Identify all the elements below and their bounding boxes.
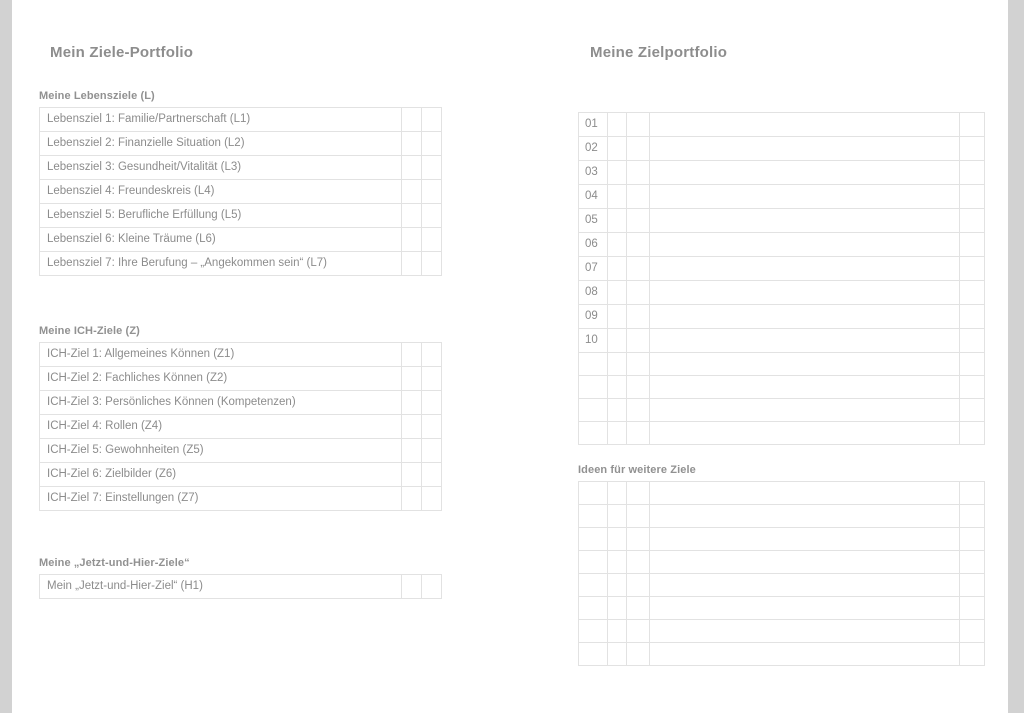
entry-cell-1[interactable] <box>608 137 627 161</box>
section-ichziele <box>39 325 442 511</box>
table-row <box>40 463 442 487</box>
table-lebensziele <box>39 107 442 276</box>
table-row <box>40 575 442 599</box>
goal-checkbox-cell-2[interactable] <box>422 439 442 463</box>
entry-cell-last[interactable] <box>960 551 985 574</box>
table-row <box>40 180 442 204</box>
row-number-cell-empty[interactable] <box>579 505 608 528</box>
goal-label-cell[interactable]: ICH-Ziel 7: Einstellungen (Z7) <box>40 487 402 511</box>
entry-cell-1[interactable] <box>608 551 627 574</box>
entry-cell-main[interactable] <box>650 482 960 505</box>
entry-cell-main[interactable] <box>650 574 960 597</box>
table-jetztziele-body <box>40 575 442 599</box>
row-number-cell-empty[interactable] <box>579 482 608 505</box>
entry-cell-2[interactable] <box>627 422 650 445</box>
entry-cell-1[interactable] <box>608 505 627 528</box>
entry-cell-2[interactable] <box>627 137 650 161</box>
goal-checkbox-cell-1[interactable] <box>402 575 422 599</box>
goal-checkbox-cell-2[interactable] <box>422 367 442 391</box>
table-row <box>579 305 985 329</box>
entry-cell-last[interactable] <box>960 643 985 666</box>
document-page <box>12 0 1008 713</box>
row-number-cell[interactable]: 04 <box>579 185 608 209</box>
goal-label-cell[interactable]: ICH-Ziel 2: Fachliches Können (Z2) <box>40 367 402 391</box>
entry-cell-last[interactable] <box>960 257 985 281</box>
entry-cell-2[interactable] <box>627 482 650 505</box>
entry-cell-main[interactable] <box>650 233 960 257</box>
table-row <box>40 343 442 367</box>
entry-cell-main[interactable] <box>650 422 960 445</box>
goal-checkbox-cell-2[interactable] <box>422 391 442 415</box>
table-zielportfolio-body <box>579 113 985 445</box>
goal-checkbox-cell-1[interactable] <box>402 252 422 276</box>
goal-label-cell[interactable]: ICH-Ziel 4: Rollen (Z4) <box>40 415 402 439</box>
entry-cell-2[interactable] <box>627 185 650 209</box>
entry-cell-main[interactable] <box>650 185 960 209</box>
entry-cell-last[interactable] <box>960 305 985 329</box>
entry-cell-last[interactable] <box>960 233 985 257</box>
table-row <box>579 161 985 185</box>
entry-cell-1[interactable] <box>608 257 627 281</box>
goal-label-cell[interactable]: Lebensziel 3: Gesundheit/Vitalität (L3) <box>40 156 402 180</box>
entry-cell-1[interactable] <box>608 528 627 551</box>
goal-checkbox-cell-2[interactable] <box>422 228 442 252</box>
table-row <box>579 505 985 528</box>
entry-cell-1[interactable] <box>608 161 627 185</box>
entry-cell-last[interactable] <box>960 185 985 209</box>
section-lebensziele <box>39 90 442 276</box>
table-row <box>579 528 985 551</box>
entry-cell-main[interactable] <box>650 597 960 620</box>
page-title-right: Meine Zielportfolio <box>590 44 728 61</box>
entry-cell-2[interactable] <box>627 643 650 666</box>
goal-checkbox-cell-2[interactable] <box>422 463 442 487</box>
goal-checkbox-cell-1[interactable] <box>402 391 422 415</box>
entry-cell-2[interactable] <box>627 574 650 597</box>
row-number-cell-empty[interactable] <box>579 399 608 422</box>
table-row <box>579 257 985 281</box>
table-row <box>579 620 985 643</box>
entry-cell-1[interactable] <box>608 620 627 643</box>
table-row <box>40 391 442 415</box>
entry-cell-2[interactable] <box>627 597 650 620</box>
entry-cell-main[interactable] <box>650 137 960 161</box>
table-row <box>40 252 442 276</box>
row-number-cell[interactable]: 05 <box>579 209 608 233</box>
entry-cell-1[interactable] <box>608 643 627 666</box>
goal-label-cell[interactable]: Lebensziel 2: Finanzielle Situation (L2) <box>40 132 402 156</box>
entry-cell-last[interactable] <box>960 482 985 505</box>
entry-cell-main[interactable] <box>650 305 960 329</box>
row-number-cell-empty[interactable] <box>579 376 608 399</box>
entry-cell-main[interactable] <box>650 551 960 574</box>
table-row <box>40 108 442 132</box>
row-number-cell[interactable]: 09 <box>579 305 608 329</box>
goal-checkbox-cell-1[interactable] <box>402 108 422 132</box>
section-heading-ichziele: Meine ICH-Ziele (Z) <box>39 325 140 337</box>
entry-cell-main[interactable] <box>650 620 960 643</box>
entry-cell-main[interactable] <box>650 281 960 305</box>
entry-cell-last[interactable] <box>960 329 985 353</box>
section-heading-lebensziele: Meine Lebensziele (L) <box>39 90 155 102</box>
table-row <box>40 367 442 391</box>
section-heading-jetztziele: Meine „Jetzt-und-Hier-Ziele“ <box>39 557 190 569</box>
table-ichziele-body <box>40 343 442 511</box>
goal-checkbox-cell-1[interactable] <box>402 132 422 156</box>
goal-checkbox-cell-1[interactable] <box>402 367 422 391</box>
entry-cell-2[interactable] <box>627 329 650 353</box>
entry-cell-2[interactable] <box>627 353 650 376</box>
entry-cell-main[interactable] <box>650 505 960 528</box>
table-row <box>579 574 985 597</box>
row-number-cell[interactable]: 08 <box>579 281 608 305</box>
section-jetztziele <box>39 557 442 599</box>
row-number-cell[interactable]: 10 <box>579 329 608 353</box>
goal-checkbox-cell-1[interactable] <box>402 463 422 487</box>
entry-cell-last[interactable] <box>960 422 985 445</box>
table-row <box>579 233 985 257</box>
goal-checkbox-cell-2[interactable] <box>422 156 442 180</box>
entry-cell-1[interactable] <box>608 482 627 505</box>
entry-cell-main[interactable] <box>650 257 960 281</box>
goal-label-cell[interactable]: Lebensziel 5: Berufliche Erfüllung (L5) <box>40 204 402 228</box>
goal-checkbox-cell-1[interactable] <box>402 204 422 228</box>
entry-cell-1[interactable] <box>608 281 627 305</box>
section-zielportfolio <box>578 112 985 445</box>
table-row <box>40 228 442 252</box>
goal-label-cell[interactable]: ICH-Ziel 3: Persönliches Können (Kompetenzen) <box>40 391 402 415</box>
page-title-left: Mein Ziele-Portfolio <box>50 44 194 61</box>
table-row <box>579 329 985 353</box>
table-row <box>40 439 442 463</box>
table-lebensziele-body <box>40 108 442 276</box>
entry-cell-1[interactable] <box>608 185 627 209</box>
entry-cell-last[interactable] <box>960 620 985 643</box>
table-ichziele <box>39 342 442 511</box>
entry-cell-2[interactable] <box>627 505 650 528</box>
entry-cell-1[interactable] <box>608 209 627 233</box>
table-row <box>579 209 985 233</box>
entry-cell-2[interactable] <box>627 161 650 185</box>
entry-cell-2[interactable] <box>627 376 650 399</box>
entry-cell-last[interactable] <box>960 597 985 620</box>
entry-cell-main[interactable] <box>650 376 960 399</box>
row-number-cell[interactable]: 02 <box>579 137 608 161</box>
table-row <box>579 399 985 422</box>
entry-cell-1[interactable] <box>608 305 627 329</box>
table-row <box>579 551 985 574</box>
entry-cell-main[interactable] <box>650 329 960 353</box>
row-number-cell-empty[interactable] <box>579 528 608 551</box>
row-number-cell-empty[interactable] <box>579 422 608 445</box>
row-number-cell-empty[interactable] <box>579 551 608 574</box>
entry-cell-last[interactable] <box>960 113 985 137</box>
entry-cell-main[interactable] <box>650 643 960 666</box>
entry-cell-last[interactable] <box>960 574 985 597</box>
table-jetztziele <box>39 574 442 599</box>
table-row <box>579 376 985 399</box>
goal-checkbox-cell-2[interactable] <box>422 180 442 204</box>
row-number-cell-empty[interactable] <box>579 620 608 643</box>
goal-checkbox-cell-1[interactable] <box>402 180 422 204</box>
entry-cell-last[interactable] <box>960 353 985 376</box>
goal-label-cell[interactable]: ICH-Ziel 6: Zielbilder (Z6) <box>40 463 402 487</box>
table-row <box>579 482 985 505</box>
entry-cell-last[interactable] <box>960 505 985 528</box>
entry-cell-2[interactable] <box>627 113 650 137</box>
entry-cell-main[interactable] <box>650 528 960 551</box>
goal-checkbox-cell-2[interactable] <box>422 204 442 228</box>
row-number-cell-empty[interactable] <box>579 353 608 376</box>
goal-checkbox-cell-1[interactable] <box>402 343 422 367</box>
goal-checkbox-cell-2[interactable] <box>422 415 442 439</box>
goal-checkbox-cell-2[interactable] <box>422 343 442 367</box>
entry-cell-last[interactable] <box>960 399 985 422</box>
row-number-cell-empty[interactable] <box>579 643 608 666</box>
goal-label-cell[interactable]: Lebensziel 7: Ihre Berufung – „Angekommen sein“ (L7) <box>40 252 402 276</box>
entry-cell-1[interactable] <box>608 233 627 257</box>
table-row <box>579 137 985 161</box>
entry-cell-1[interactable] <box>608 376 627 399</box>
entry-cell-main[interactable] <box>650 161 960 185</box>
entry-cell-1[interactable] <box>608 597 627 620</box>
entry-cell-main[interactable] <box>650 113 960 137</box>
entry-cell-last[interactable] <box>960 376 985 399</box>
entry-cell-main[interactable] <box>650 399 960 422</box>
goal-checkbox-cell-2[interactable] <box>422 252 442 276</box>
row-number-cell[interactable]: 03 <box>579 161 608 185</box>
entry-cell-main[interactable] <box>650 209 960 233</box>
table-ideen <box>578 481 985 666</box>
goal-label-cell[interactable]: Lebensziel 1: Familie/Partnerschaft (L1) <box>40 108 402 132</box>
entry-cell-2[interactable] <box>627 281 650 305</box>
goal-checkbox-cell-2[interactable] <box>422 132 442 156</box>
entry-cell-main[interactable] <box>650 353 960 376</box>
section-ideen <box>578 464 985 666</box>
goal-checkbox-cell-1[interactable] <box>402 439 422 463</box>
goal-label-cell[interactable]: Mein „Jetzt-und-Hier-Ziel“ (H1) <box>40 575 402 599</box>
table-row <box>579 113 985 137</box>
table-row <box>579 281 985 305</box>
entry-cell-2[interactable] <box>627 233 650 257</box>
row-number-cell[interactable]: 06 <box>579 233 608 257</box>
goal-checkbox-cell-1[interactable] <box>402 487 422 511</box>
table-row <box>40 156 442 180</box>
entry-cell-1[interactable] <box>608 422 627 445</box>
entry-cell-1[interactable] <box>608 399 627 422</box>
row-number-cell-empty[interactable] <box>579 574 608 597</box>
entry-cell-last[interactable] <box>960 161 985 185</box>
table-row <box>579 185 985 209</box>
entry-cell-2[interactable] <box>627 257 650 281</box>
row-number-cell-empty[interactable] <box>579 597 608 620</box>
entry-cell-last[interactable] <box>960 209 985 233</box>
entry-cell-1[interactable] <box>608 329 627 353</box>
entry-cell-2[interactable] <box>627 209 650 233</box>
entry-cell-2[interactable] <box>627 551 650 574</box>
entry-cell-2[interactable] <box>627 399 650 422</box>
entry-cell-1[interactable] <box>608 113 627 137</box>
table-row <box>579 353 985 376</box>
table-row <box>40 132 442 156</box>
table-row <box>579 422 985 445</box>
entry-cell-2[interactable] <box>627 305 650 329</box>
table-zielportfolio <box>578 112 985 445</box>
row-number-cell[interactable]: 07 <box>579 257 608 281</box>
table-row <box>579 597 985 620</box>
goal-label-cell[interactable]: ICH-Ziel 5: Gewohnheiten (Z5) <box>40 439 402 463</box>
row-number-cell[interactable]: 01 <box>579 113 608 137</box>
goal-label-cell[interactable]: ICH-Ziel 1: Allgemeines Können (Z1) <box>40 343 402 367</box>
goal-checkbox-cell-1[interactable] <box>402 415 422 439</box>
entry-cell-last[interactable] <box>960 281 985 305</box>
goal-label-cell[interactable]: Lebensziel 6: Kleine Träume (L6) <box>40 228 402 252</box>
entry-cell-last[interactable] <box>960 528 985 551</box>
goal-label-cell[interactable]: Lebensziel 4: Freundeskreis (L4) <box>40 180 402 204</box>
entry-cell-2[interactable] <box>627 620 650 643</box>
entry-cell-1[interactable] <box>608 353 627 376</box>
entry-cell-last[interactable] <box>960 137 985 161</box>
goal-checkbox-cell-1[interactable] <box>402 156 422 180</box>
entry-cell-1[interactable] <box>608 574 627 597</box>
goal-checkbox-cell-2[interactable] <box>422 487 442 511</box>
section-heading-ideen: Ideen für weitere Ziele <box>578 464 696 476</box>
goal-checkbox-cell-2[interactable] <box>422 108 442 132</box>
table-row <box>40 487 442 511</box>
table-row <box>579 643 985 666</box>
goal-checkbox-cell-2[interactable] <box>422 575 442 599</box>
page-columns <box>12 0 1008 713</box>
table-row <box>40 204 442 228</box>
entry-cell-2[interactable] <box>627 528 650 551</box>
goal-checkbox-cell-1[interactable] <box>402 228 422 252</box>
table-row <box>40 415 442 439</box>
table-ideen-body <box>579 482 985 666</box>
